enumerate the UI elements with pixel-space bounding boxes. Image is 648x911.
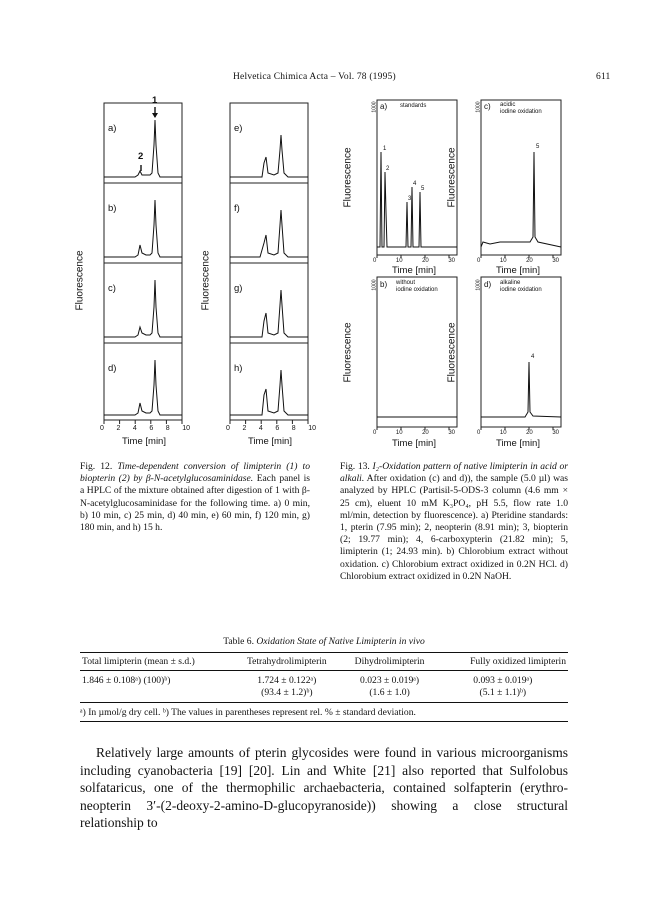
journal-title: Helvetica Chimica Acta – Vol. 78 (1995) bbox=[233, 72, 396, 82]
panel-13a-label: standards bbox=[400, 103, 427, 109]
scale-13c: 1000 bbox=[475, 101, 482, 113]
panel-label-g: g) bbox=[234, 283, 243, 294]
tick: 20 bbox=[422, 258, 429, 264]
fig13-xlabel-b: Time [min] bbox=[392, 438, 436, 449]
table-row bbox=[80, 671, 568, 687]
table6-cell: 0.093 ± 0.019ᵃ) bbox=[473, 675, 533, 686]
trace-h bbox=[230, 370, 308, 415]
tick: 0 bbox=[373, 258, 377, 264]
peak-label-1: 1 bbox=[152, 95, 158, 106]
tick: 10 bbox=[395, 430, 403, 436]
panel-label-h: h) bbox=[234, 363, 243, 374]
fig13-caption bbox=[340, 461, 568, 583]
fig12-xlabel-right: Time [min] bbox=[248, 436, 292, 447]
fig12-xlabel-left: Time [min] bbox=[122, 436, 166, 447]
trace-13d bbox=[481, 362, 561, 417]
tick: 10 bbox=[182, 425, 190, 432]
tick: 4 bbox=[258, 425, 263, 432]
scale-13b: 1000 bbox=[371, 279, 378, 291]
panel-13c-id: c) bbox=[484, 102, 491, 111]
table6-cell: 0.023 ± 0.019ᵃ) bbox=[360, 675, 420, 686]
panel-13d-label: alkaline iodine oxidation bbox=[500, 280, 542, 293]
table6-cell: 1.846 ± 0.108ᵃ) (100)ᵇ) bbox=[82, 675, 171, 686]
table6-cell: (93.4 ± 1.2)ᵇ) bbox=[261, 687, 313, 698]
peak-13a-4: 4 bbox=[413, 181, 417, 187]
panel-13b-label: without iodine oxidation bbox=[396, 280, 438, 293]
tick: 10 bbox=[499, 430, 507, 436]
tick: 10 bbox=[499, 258, 507, 264]
fig12-caption-title: Time-dependent conversion of limipterin (1) to biopterin (2) by β-N-acetylglucosaminidase. bbox=[80, 461, 310, 485]
panel-label-a: a) bbox=[108, 123, 117, 134]
trace-e bbox=[230, 135, 308, 177]
panel-label-b: b) bbox=[108, 203, 117, 214]
tick: 30 bbox=[448, 258, 455, 264]
tick: 0 bbox=[373, 430, 377, 436]
fig12-ylabel-right: Fluorescence bbox=[200, 250, 212, 311]
tick: 8 bbox=[165, 425, 170, 432]
panel-13c-label: acidic iodine oxidation bbox=[500, 102, 542, 115]
fig13-xlabel-d: Time [min] bbox=[496, 438, 540, 449]
tick: 0 bbox=[477, 430, 481, 436]
fig13-ylabel-c: Fluorescence bbox=[446, 147, 458, 208]
fig13-caption-text: After oxidation (c) and d)), the sample (5.0 µl) was analyzed by HPLC (Partisil-5-ODS-3 column (4.6 mm × 25 cm), eluent 10 mM K₃PO₄, pH 5.5, flow rate 1.0 ml/min, detection by fluorescence). a) Pteridine standards: 1, pterin (7.95 min); 2, neopterin (8.91 min); 3, biopterin (2; 19.77 min); 4, 6-carboxypterin (21.82 min); 5, limipterin (1; 24.93 min). b) Chlorobium extract without oxidation. c) Chlorobium extract oxidized in 0.2N HCl. d) Chlorobium extract oxidized in 0.2N NaOH. bbox=[340, 473, 568, 582]
tick: 30 bbox=[448, 430, 455, 436]
fig12-caption bbox=[80, 461, 310, 534]
peak-label-2: 2 bbox=[138, 151, 144, 162]
tick: 6 bbox=[149, 425, 154, 432]
tick: 0 bbox=[226, 425, 230, 432]
tick: 30 bbox=[552, 430, 559, 436]
fig12-ylabel-left: Fluorescence bbox=[74, 250, 86, 311]
figure-13 bbox=[340, 92, 575, 452]
tick: 6 bbox=[275, 425, 280, 432]
table6-cell bbox=[80, 686, 232, 703]
fig13-ylabel-a: Fluorescence bbox=[342, 147, 354, 208]
table6-cell: 1.724 ± 0.122ᵃ) bbox=[257, 675, 317, 686]
fig13-ylabel-b: Fluorescence bbox=[342, 322, 354, 383]
tick: 10 bbox=[308, 425, 316, 432]
table6-label: Table 6. bbox=[223, 636, 254, 647]
table6 bbox=[80, 652, 568, 722]
tick: 20 bbox=[526, 430, 533, 436]
panel-label-d: d) bbox=[108, 363, 117, 374]
panel-label-f: f) bbox=[234, 203, 240, 214]
tick: 8 bbox=[291, 425, 296, 432]
table6-footnote: ᵃ) In µmol/g dry cell. ᵇ) The values in parentheses represent rel. % ± standard deviation. bbox=[80, 703, 568, 722]
tick: 4 bbox=[132, 425, 137, 432]
fig13-xlabel-c: Time [min] bbox=[496, 265, 540, 276]
fig12-caption-text: Each panel is a HPLC of the mixture obtained after digestion of 1 with β-N-acetylglucosaminidase for the following time. a) 0 min, b) 10 min, c) 25 min, d) 40 min, e) 60 min, f) 120 min, g) 180 min, and h) 15 h. bbox=[80, 473, 310, 534]
table6-header: Tetrahydrolimipterin bbox=[246, 656, 327, 667]
scale-13d: 1000 bbox=[475, 279, 482, 291]
panel-label-e: e) bbox=[234, 123, 243, 134]
trace-g bbox=[230, 290, 308, 337]
fig13-xlabel-a: Time [min] bbox=[392, 265, 436, 276]
scale-13a: 1000 bbox=[371, 101, 378, 113]
panel-13a-id: a) bbox=[380, 102, 388, 111]
fig13-caption-title: I₂-Oxidation pattern of native limipterin in acid or alkali. bbox=[340, 461, 568, 485]
fig13-ylabel-d: Fluorescence bbox=[446, 322, 458, 383]
table-row bbox=[80, 686, 568, 703]
panel-13b-id: b) bbox=[380, 280, 388, 289]
tick: 2 bbox=[242, 425, 247, 432]
panel-label-c: c) bbox=[108, 283, 116, 294]
tick: 0 bbox=[100, 425, 104, 432]
peak-13a-1: 1 bbox=[383, 146, 387, 152]
fig12-caption-label: Fig. 12. bbox=[80, 461, 113, 472]
panel-13d-id: d) bbox=[484, 280, 492, 289]
peak-13a-3: 3 bbox=[408, 196, 412, 202]
peak-13a-5: 5 bbox=[421, 186, 425, 192]
table6-cell: (1.6 ± 1.0) bbox=[369, 687, 410, 698]
table6-cell: (5.1 ± 1.1)ᵇ) bbox=[479, 687, 527, 698]
peak-13a-2: 2 bbox=[386, 166, 390, 172]
table6-title-text: Oxidation State of Native Limipterin in vivo bbox=[256, 636, 425, 647]
tick: 2 bbox=[116, 425, 121, 432]
body-paragraph: Relatively large amounts of pterin glycosides were found in various microorganisms including cyanobacteria [19] [20]. Lin and White [21] also reported that Sulfolobus solfataricus, one of the thermophilic archaebacteria, contained solfapterin (erythro-neopterin 3′-(2-deoxy-2-amino-D-glucopyranoside)) showing a close structural relationship to bbox=[80, 745, 568, 830]
tick: 30 bbox=[552, 258, 559, 264]
table6-header-row bbox=[80, 653, 568, 671]
table6-header: Total limipterin (mean ± s.d.) bbox=[82, 656, 195, 667]
trace-13c bbox=[481, 152, 561, 247]
tick: 0 bbox=[477, 258, 481, 264]
peak-13d-4: 4 bbox=[531, 354, 535, 360]
table6-header: Fully oxidized limipterin bbox=[470, 656, 566, 667]
fig13-caption-label: Fig. 13. bbox=[340, 461, 370, 472]
trace-f bbox=[230, 210, 308, 257]
table6-header: Dihydrolimipterin bbox=[354, 656, 425, 667]
figure-12 bbox=[74, 95, 325, 450]
table6-title bbox=[80, 636, 568, 647]
page-number: 611 bbox=[596, 72, 611, 82]
tick: 10 bbox=[395, 258, 403, 264]
peak-13c-5: 5 bbox=[536, 144, 540, 150]
tick: 20 bbox=[422, 430, 429, 436]
tick: 20 bbox=[526, 258, 533, 264]
